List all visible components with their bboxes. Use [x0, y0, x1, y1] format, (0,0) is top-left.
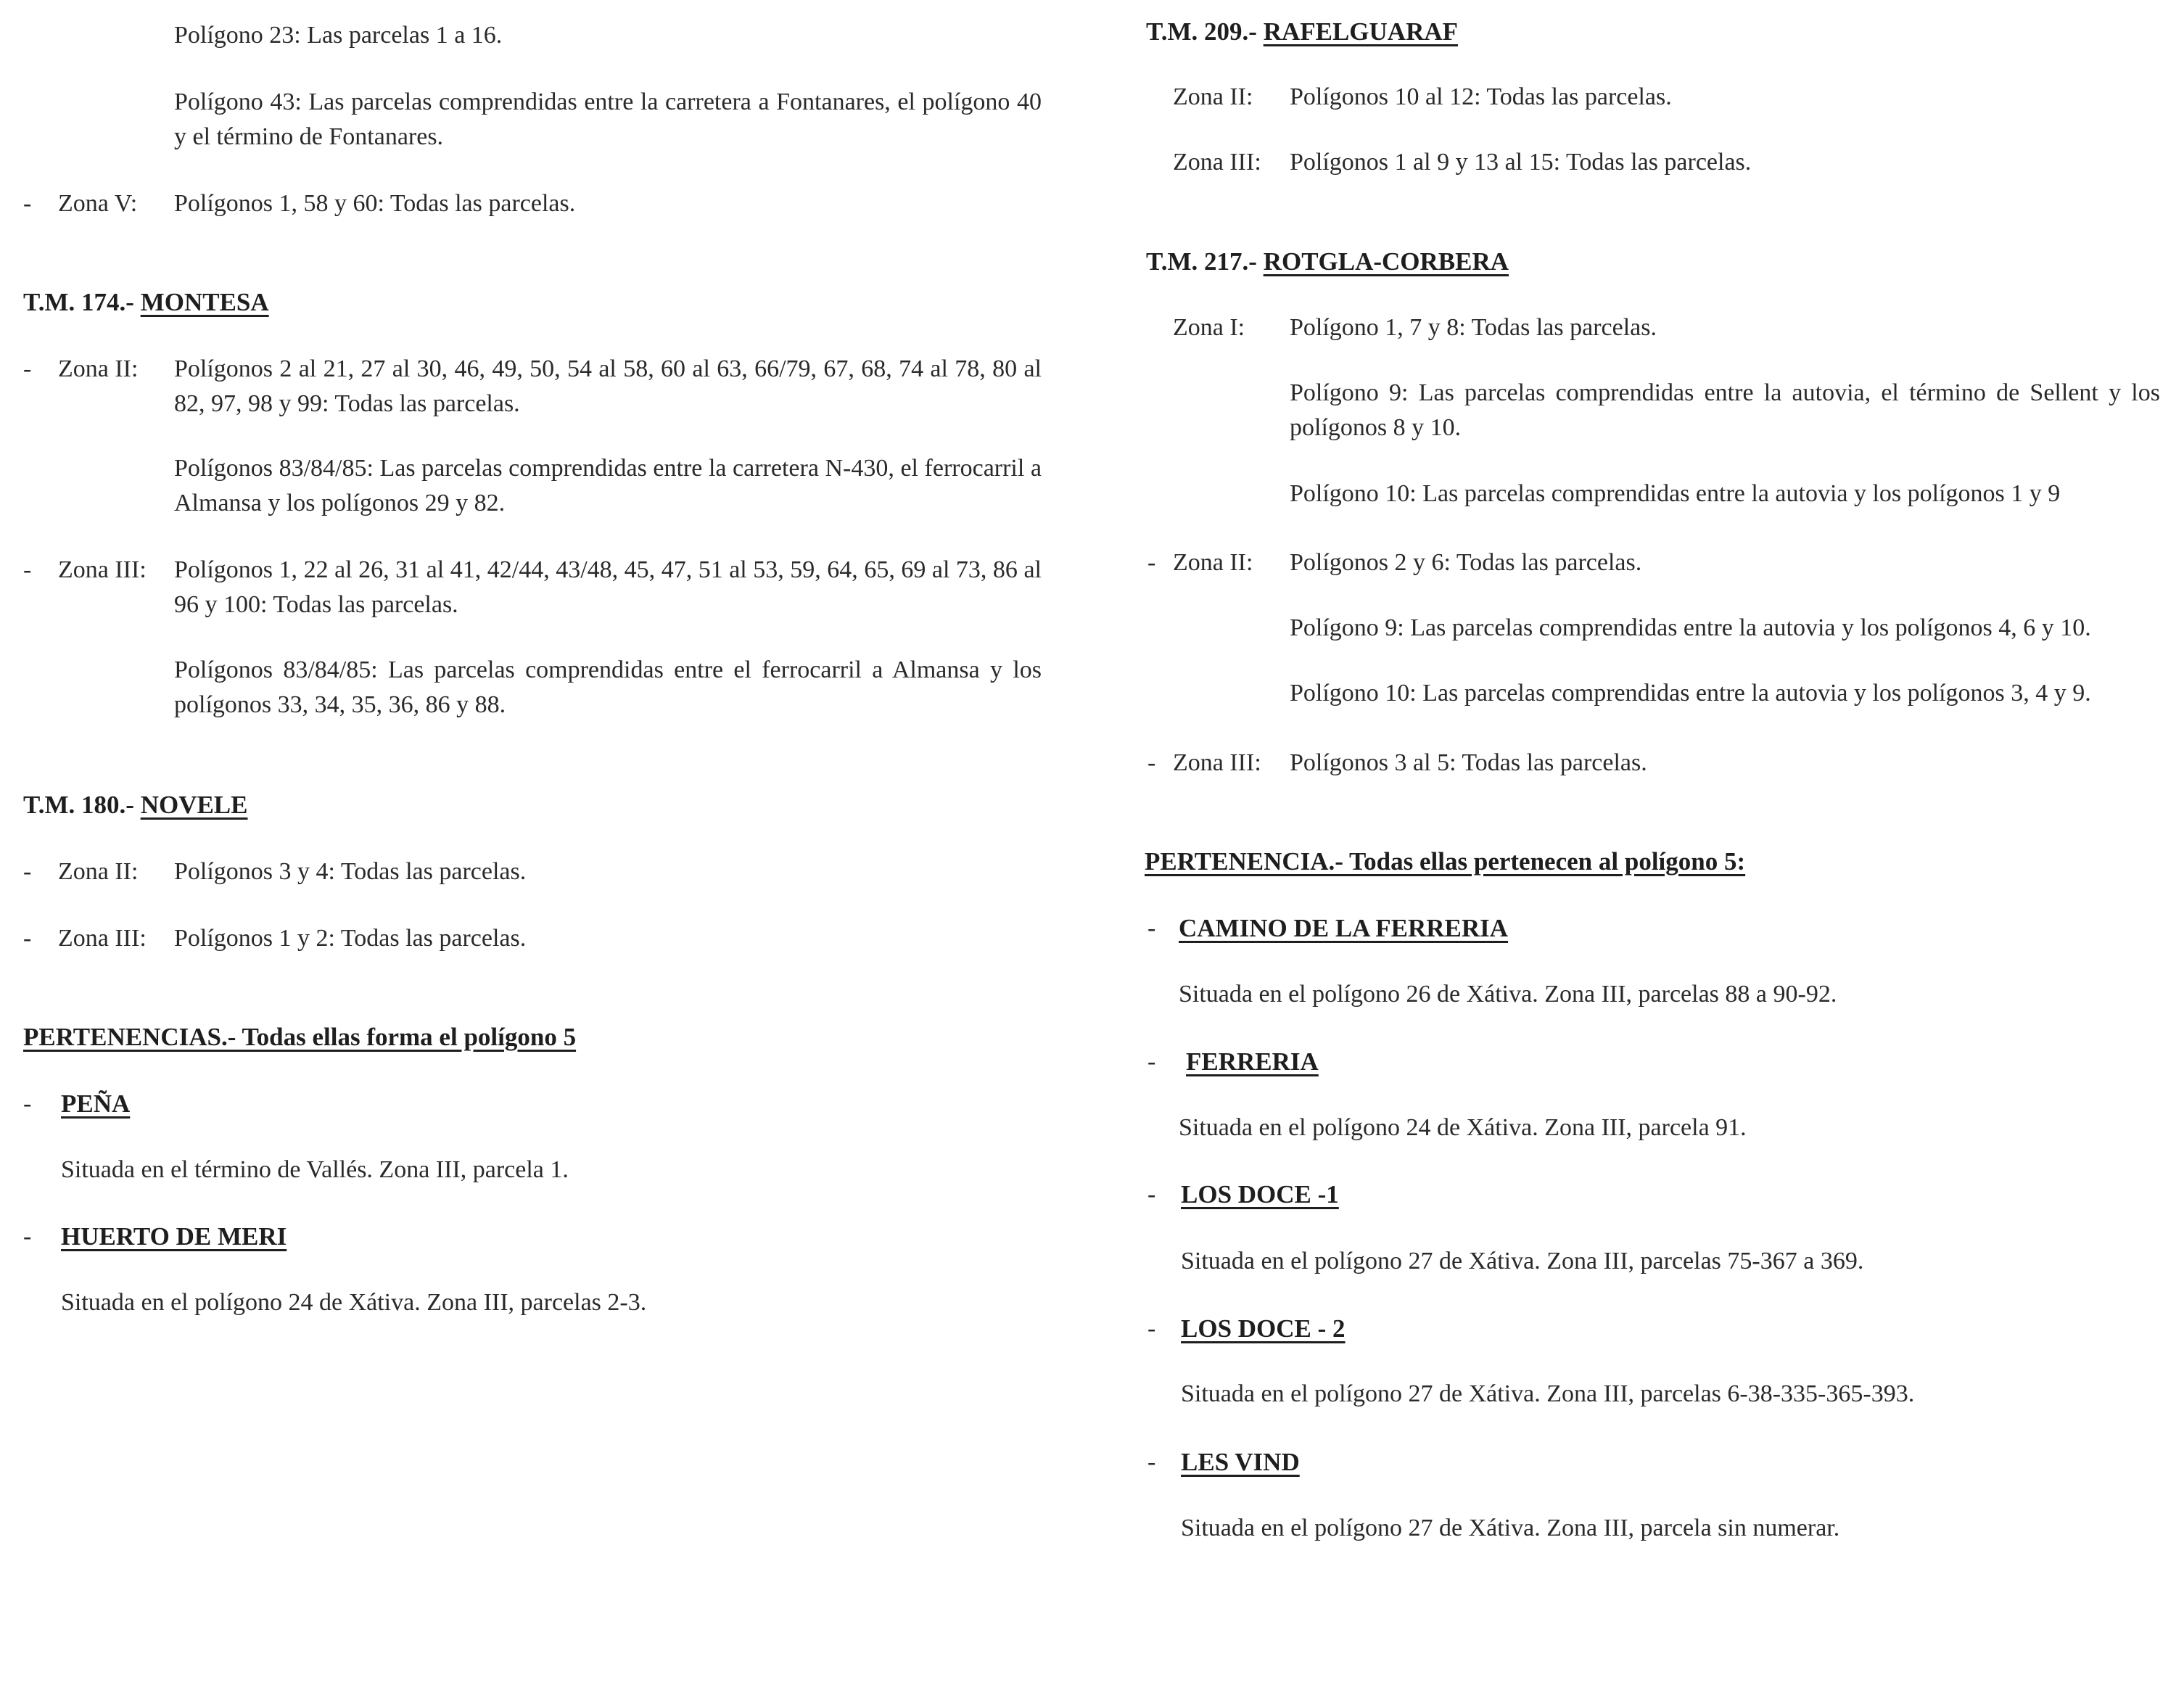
- list-dash: -: [23, 1223, 32, 1250]
- zone-label: Zona III:: [58, 925, 147, 952]
- list-dash: -: [1147, 749, 1156, 776]
- item-title-camino-de-la-ferreria: CAMINO DE LA FERRERIA: [1179, 914, 1509, 942]
- zone-label: Zona III:: [1173, 749, 1261, 776]
- zone-extra-line: Polígono 9: Las parcelas comprendidas entre la autovia y los polígonos 4, 6 y 10.: [1290, 614, 2091, 641]
- item-text: Situada en el polígono 26 de Xátiva. Zona III, parcelas 88 a 90-92.: [1179, 981, 1837, 1008]
- zone-text: Polígonos 3 al 5: Todas las parcelas.: [1290, 749, 1647, 776]
- list-dash: -: [23, 1090, 32, 1117]
- zone-label: Zona II:: [1173, 83, 1253, 110]
- right-column: [1132, 0, 2176, 1701]
- heading-name: ROTGLA-CORBERA: [1263, 247, 1509, 276]
- item-text: Situada en el polígono 27 de Xátiva. Zona III, parcelas 6-38-335-365-393.: [1181, 1380, 1915, 1407]
- zone-label: Zona II:: [58, 355, 139, 382]
- heading-prefix: T.M. 209.-: [1146, 17, 1257, 46]
- heading-prefix: T.M. 174.-: [23, 288, 134, 316]
- zone-label: Zona II:: [58, 858, 139, 885]
- zone-extra-paragraph: Polígono 9: Las parcelas comprendidas entre la autovia, el término de Sellent y los polígonos 8 y 10.: [1290, 379, 2160, 441]
- item-title-los-doce-1: LOS DOCE -1: [1181, 1180, 1339, 1208]
- list-dash: -: [23, 556, 32, 583]
- list-dash: -: [1147, 1181, 1156, 1208]
- zone-extra-line: Polígono 10: Las parcelas comprendidas entre la autovia y los polígonos 1 y 9: [1290, 480, 2061, 507]
- item-text: Situada en el polígono 24 de Xátiva. Zona III, parcelas 2-3.: [61, 1289, 647, 1316]
- zone-text: Polígonos 1, 22 al 26, 31 al 41, 42/44, 43/48, 45, 47, 51 al 53, 59, 64, 65, 69 al 73, 86 al 96 y 100: Todas las parcelas.: [174, 556, 1042, 618]
- list-dash: -: [1147, 1449, 1156, 1475]
- zone-label: Zona I:: [1173, 314, 1245, 341]
- item-text: Situada en el término de Vallés. Zona III, parcela 1.: [61, 1156, 569, 1183]
- heading-name: RAFELGUARAF: [1263, 17, 1459, 46]
- section-heading-montesa: [23, 285, 269, 320]
- zone-extra-paragraph: Polígonos 83/84/85: Las parcelas comprendidas entre la carretera N-430, el ferrocarril a Almansa y los polígonos 29 y 82.: [174, 455, 1042, 516]
- item-title-les-vind: LES VIND: [1181, 1448, 1300, 1476]
- list-dash: -: [23, 190, 32, 217]
- zone-text: Polígonos 2 al 21, 27 al 30, 46, 49, 50, 54 al 58, 60 al 63, 66/79, 67, 68, 74 al 78, 80 al 82, 97, 98 y 99: Todas las parcelas.: [174, 355, 1042, 417]
- zone-label: Zona II:: [1173, 549, 1253, 576]
- section-heading-novele: [23, 788, 248, 823]
- item-text: Situada en el polígono 27 de Xátiva. Zona III, parcela sin numerar.: [1181, 1515, 1840, 1541]
- section-heading-rotgla-corbera: [1146, 244, 1509, 279]
- zone-text: Polígonos 1 y 2: Todas las parcelas.: [174, 925, 527, 952]
- list-dash: -: [1147, 1048, 1156, 1075]
- heading-name: NOVELE: [140, 791, 248, 819]
- list-dash: -: [23, 858, 32, 885]
- pertenencias-heading: PERTENENCIAS.- Todas ellas forma el polígono 5: [23, 1023, 577, 1051]
- zone-label: Zona V:: [58, 190, 138, 217]
- list-dash: -: [1147, 549, 1156, 576]
- poligono-23-line: Polígono 23: Las parcelas 1 a 16.: [174, 22, 503, 49]
- zone-extra-paragraph: Polígonos 83/84/85: Las parcelas comprendidas entre el ferrocarril a Almansa y los polígonos 33, 34, 35, 36, 86 y 88.: [174, 656, 1042, 718]
- zone-text: Polígonos 2 y 6: Todas las parcelas.: [1290, 549, 1642, 576]
- left-column: [0, 0, 1074, 1701]
- section-heading-rafelguaraf: [1146, 15, 1458, 49]
- pertenencia-heading: PERTENENCIA.- Todas ellas pertenecen al polígono 5:: [1145, 847, 1746, 876]
- zone-text: Polígonos 1, 58 y 60: Todas las parcelas.: [174, 190, 576, 217]
- item-title-pena: PEÑA: [61, 1090, 131, 1118]
- item-text: Situada en el polígono 24 de Xátiva. Zona III, parcela 91.: [1179, 1114, 1747, 1141]
- heading-name: MONTESA: [140, 288, 269, 316]
- zone-text: Polígono 1, 7 y 8: Todas las parcelas.: [1290, 314, 1657, 341]
- item-text: Situada en el polígono 27 de Xátiva. Zona III, parcelas 75-367 a 369.: [1181, 1248, 1864, 1274]
- list-dash: -: [23, 925, 32, 952]
- heading-prefix: T.M. 180.-: [23, 791, 134, 819]
- zone-text: Polígonos 10 al 12: Todas las parcelas.: [1290, 83, 1672, 110]
- item-title-huerto-de-meri: HUERTO DE MERI: [61, 1222, 287, 1251]
- zone-label: Zona III:: [58, 556, 147, 583]
- zone-text: Polígonos 3 y 4: Todas las parcelas.: [174, 858, 527, 885]
- list-dash: -: [1147, 1315, 1156, 1342]
- zone-label: Zona III:: [1173, 149, 1261, 176]
- list-dash: -: [1147, 915, 1156, 942]
- heading-prefix: T.M. 217.-: [1146, 247, 1257, 276]
- poligono-43-paragraph: Polígono 43: Las parcelas comprendidas entre la carretera a Fontanares, el polígono 40 y el término de Fontanares.: [174, 88, 1042, 150]
- zone-text: Polígonos 1 al 9 y 13 al 15: Todas las parcelas.: [1290, 149, 1752, 176]
- item-title-los-doce-2: LOS DOCE - 2: [1181, 1314, 1346, 1343]
- zone-extra-line: Polígono 10: Las parcelas comprendidas entre la autovia y los polígonos 3, 4 y 9.: [1290, 680, 2091, 707]
- list-dash: -: [23, 355, 32, 382]
- item-title-ferreria: FERRERIA: [1186, 1047, 1319, 1076]
